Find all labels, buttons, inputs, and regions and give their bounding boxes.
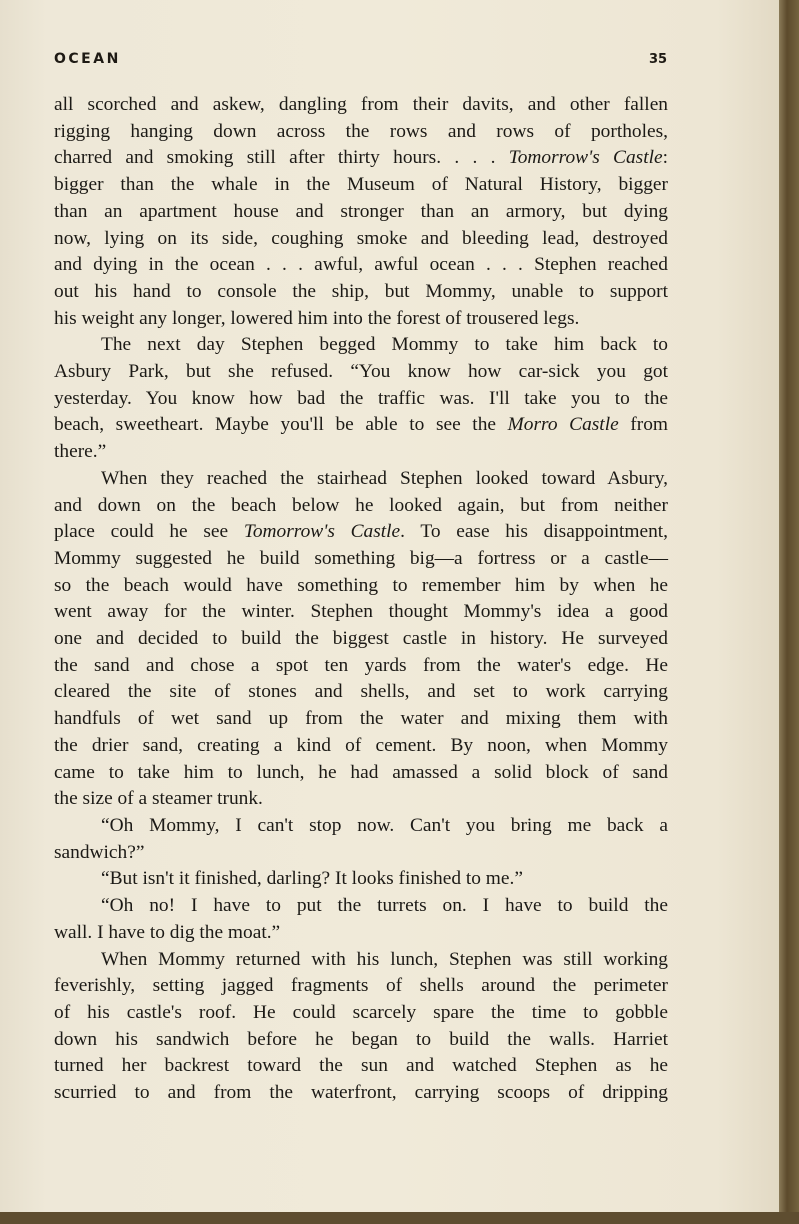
text-line: cleared the site of stones and shells, and set to work carrying (54, 681, 668, 703)
text-line: place could he see Tomorrow's Castle. To ease his disappointment, (54, 521, 669, 543)
italic-title: Tomorrow's Castle (243, 521, 401, 543)
text-line: of his castle's roof. He could scarcely spare the time to gobble (54, 1001, 668, 1023)
page-edge-shadow (779, 0, 799, 1224)
text-line: The next day Stephen begged Mommy to take him back to (101, 334, 668, 356)
text-line: “But isn't it finished, darling? It looks finished to me.” (101, 868, 523, 890)
paragraph (54, 813, 668, 866)
text-line: bigger than the whale in the Museum of Natural History, bigger (54, 174, 668, 196)
text-line: the sand and chose a spot ten yards from the water's edge. He (54, 654, 668, 676)
text-line: Asbury Park, but she refused. “You know how car-sick you got (54, 361, 668, 383)
text-line: now, lying on its side, coughing smoke and bleeding lead, destroyed (54, 227, 668, 249)
text-line: yesterday. You know how bad the traffic was. I'll take you to the (54, 387, 668, 409)
running-head: OCEAN (54, 51, 121, 67)
paragraph (54, 92, 668, 332)
text-line: down his sandwich before he began to build the walls. Harriet (54, 1028, 668, 1050)
text-line: Mommy suggested he build something big—a fortress or a castle— (54, 547, 668, 569)
italic-title: Morro Castle (507, 414, 619, 436)
paragraph (54, 466, 668, 813)
text-line: wall. I have to dig the moat.” (54, 921, 281, 943)
text-line: than an apartment house and stronger than an armory, but dying (54, 200, 668, 222)
text-line: out his hand to console the ship, but Mommy, unable to support (54, 280, 668, 302)
paragraph (54, 893, 668, 946)
text-line: sandwich?” (54, 841, 145, 863)
text-line: rigging hanging down across the rows and rows of portholes, (54, 120, 668, 142)
text-line: scurried to and from the waterfront, carrying scoops of dripping (54, 1082, 668, 1104)
text-line: charred and smoking still after thirty hours. . . . Tomorrow's Castle: (54, 147, 668, 169)
text-line: “Oh no! I have to put the turrets on. I have to build the (101, 895, 668, 917)
bottom-edge-shadow (0, 1212, 799, 1224)
text-line: one and decided to build the biggest castle in history. He surveyed (54, 628, 668, 650)
text-line: the drier sand, creating a kind of cement. By noon, when Mommy (54, 734, 668, 756)
text-line: all scorched and askew, dangling from their davits, and other fallen (54, 94, 668, 115)
text-line: beach, sweetheart. Maybe you'll be able to see the Morro Castle from (54, 414, 669, 436)
text-line: came to take him to lunch, he had amassed a solid block of sand (54, 761, 668, 783)
text-line: handfuls of wet sand up from the water and mixing them with (54, 708, 668, 730)
text-line: “Oh Mommy, I can't stop now. Can't you bring me back a (101, 814, 668, 836)
text-line: feverishly, setting jagged fragments of shells around the perimeter (54, 975, 668, 997)
page-number: 35 (649, 52, 668, 67)
text-line: When Mommy returned with his lunch, Stephen was still working (101, 948, 668, 970)
text-line: there.” (54, 441, 107, 463)
text-line: so the beach would have something to remember him by when he (54, 574, 668, 596)
text-line: and down on the beach below he looked again, but from neither (54, 494, 668, 516)
paragraph (54, 866, 668, 893)
italic-title: Tomorrow's Castle (508, 147, 663, 169)
paragraph (54, 947, 668, 1107)
body-text (54, 92, 668, 1107)
text-line: his weight any longer, lowered him into the forest of trousered legs. (54, 307, 580, 329)
text-line: went away for the winter. Stephen thought Mommy's idea a good (54, 601, 668, 623)
text-line: turned her backrest toward the sun and watched Stephen as he (54, 1055, 668, 1077)
text-line: When they reached the stairhead Stephen looked toward Asbury, (101, 467, 668, 489)
text-line: the size of a steamer trunk. (54, 788, 263, 810)
text-line: and dying in the ocean . . . awful, awful ocean . . . Stephen reached (54, 254, 668, 276)
paragraph (54, 332, 668, 466)
